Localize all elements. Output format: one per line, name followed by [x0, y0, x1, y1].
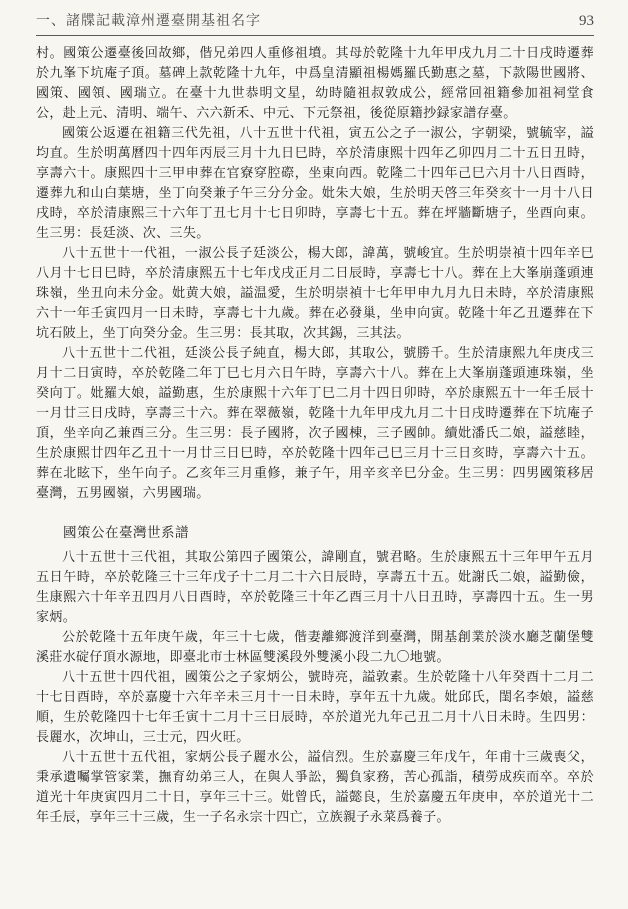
paragraph-migration: 公於乾隆十五年庚午歲，年三十七歲，偕妻離鄉渡洋到臺灣，開基創業於淡水廳芝蘭堡雙溪莊水碇仔頂水源地，即臺北市士林區雙溪段外雙溪小段二九〇地號。: [36, 630, 594, 665]
paragraph-yishu: 國策公返遷在祖籍三代先祖，八十五世十代祖，寅五公之子一淑公，字朝梁，號毓宰，謚均直。生於明萬曆四十四年丙辰三月十九日巳時，卒於清康熙十四年乙卯四月二十五日丑時，享壽六十。康熙四十三甲申葬在官寮穿腔磜，坐東向西。乾隆二十四年己巳六月十八日酉時，遷葬九和山白葉塘，坐丁向癸兼子午三分分金。妣朱大娘，生於明天啓三年癸亥十一月十八日戌時，卒於清康熙三十六年丁丑七月十七日卯時，享壽七十五。葬在坪牆斷塘子，坐酉向東。生三男：長廷淡、次、三失。: [36, 126, 594, 241]
chapter-title: 一、諸牒記載漳州遷臺開基祖名字: [36, 13, 261, 29]
page-number: 93: [579, 13, 594, 29]
paragraph-jiabing: 八十五世十四代祖，國策公之子家炳公，號時亮，謚敦素。生於乾隆十八年癸酉十二月二十七日酉時，卒於嘉慶十六年辛未三月十一日未時，享年五十九歲。妣邱氏，閨名李娘，謚慈順，生於乾隆四十七年壬寅十二月十三日辰時，卒於道光九年己丑二月十八日未時。生四男：長麗水，次坤山，三士元，四火旺。: [36, 670, 594, 745]
paragraph-guoce: 八十五世十三代祖，其取公第四子國策公，諱剛直，號君略。生於康熙五十三年甲午五月五日午時，卒於乾隆三十三年戊子十二月二十六日辰時，享壽五十五。妣謝氏二娘，謚勤儉，生康熙六十年辛丑四月八日酉時，卒於乾隆三十年乙酉三月十八日丑時，享壽四十五。生一男家炳。: [36, 550, 594, 625]
paragraph-lishui: 八十五世十五代祖，家炳公長子麗水公，謚信烈。生於嘉慶三年戊午，年甫十三歲喪父，秉承遺囑掌管家業，撫育幼弟三人，在與人爭訟，獨負家務，苦心孤詣，積勞成疾而卒。卒於道光十年庚寅四月二十日，享年三十三。妣曾氏，謚懿良，生於嘉慶五年庚申，卒於道光十二年壬辰，享年三十三歲，生一子名永宗十四亡，立族親子永菜爲養子。: [36, 750, 594, 825]
paragraph-qiqu: 八十五世十二代祖，廷淡公長子純直，楊大郎，其取公，號勝千。生於清康熙九年庚戌三月十二日寅時，卒於乾隆二年丁巳七月六日午時，享壽六十八。葬在上大峯崩蓬頭連珠嶺，坐癸向丁。妣羅大娘，謚勤惠，生於康熙十六年丁巳二月十四日卯時，卒於康熙五十一年壬辰十一月廿三日戌時，享壽三十六。葬在翠薇嶺，乾隆十九年甲戌九月二十日戌時遷葬在下坑庵子頂，坐辛向乙兼酉三分。生三男：長子國將，次子國棟，三子國帥。續妣潘氏二娘，謚慈睦，生於康熙廿四年乙丑十一月廿三日巳時，卒於乾隆十四年己巳三月十三日亥時，享壽六十五。葬在北眩下，坐午向子。乙亥年三月重修，兼子午，用辛亥辛巳分金。生三男：四男國策移居臺灣，五男國嶺，六男國瑞。: [36, 346, 594, 501]
paragraph-tingdan: 八十五世十一代祖，一淑公長子廷淡公，楊大郎，諱萬，號峻宜。生於明崇禎十四年辛巳八月十七日巳時，卒於清康熙五十七年戊戌正月二日辰時，享壽七十八。葬在上大峯崩蓬頭連珠嶺，坐丑向未分金。妣黄大娘，謚温愛，生於明崇禎十七年甲申九月九日未時，卒於清康熙六十一年壬寅四月一日未時，享壽七十九歲。葬在必發巢，坐申向寅。乾隆十年乙丑遷葬在下坑石陂上，坐丁向癸分金。生三男：長其取，次其錫，三其法。: [36, 246, 594, 341]
section-title: 國策公在臺灣世系譜: [63, 525, 189, 541]
paragraph-continuation: 村。國策公遷臺後回故鄉，偕兄弟四人重修祖墳。其母於乾隆十九年甲戌九月二十日戌時遷葬於九峯下坑庵子頂。墓碑上款乾隆十九年，中爲皇清顯祖楊媽羅氏勤惠之墓，下款陽世國將、國策、國領、國瑞立。在臺十九世恭明文星，幼時隨祖叔敦成公，經常回祖籍參加祖祠堂食公，赴上元、清明、端午、六六新禾、中元、下元祭祖，後從原籍抄録家譜存臺。: [36, 46, 594, 121]
running-header: [36, 10, 594, 36]
